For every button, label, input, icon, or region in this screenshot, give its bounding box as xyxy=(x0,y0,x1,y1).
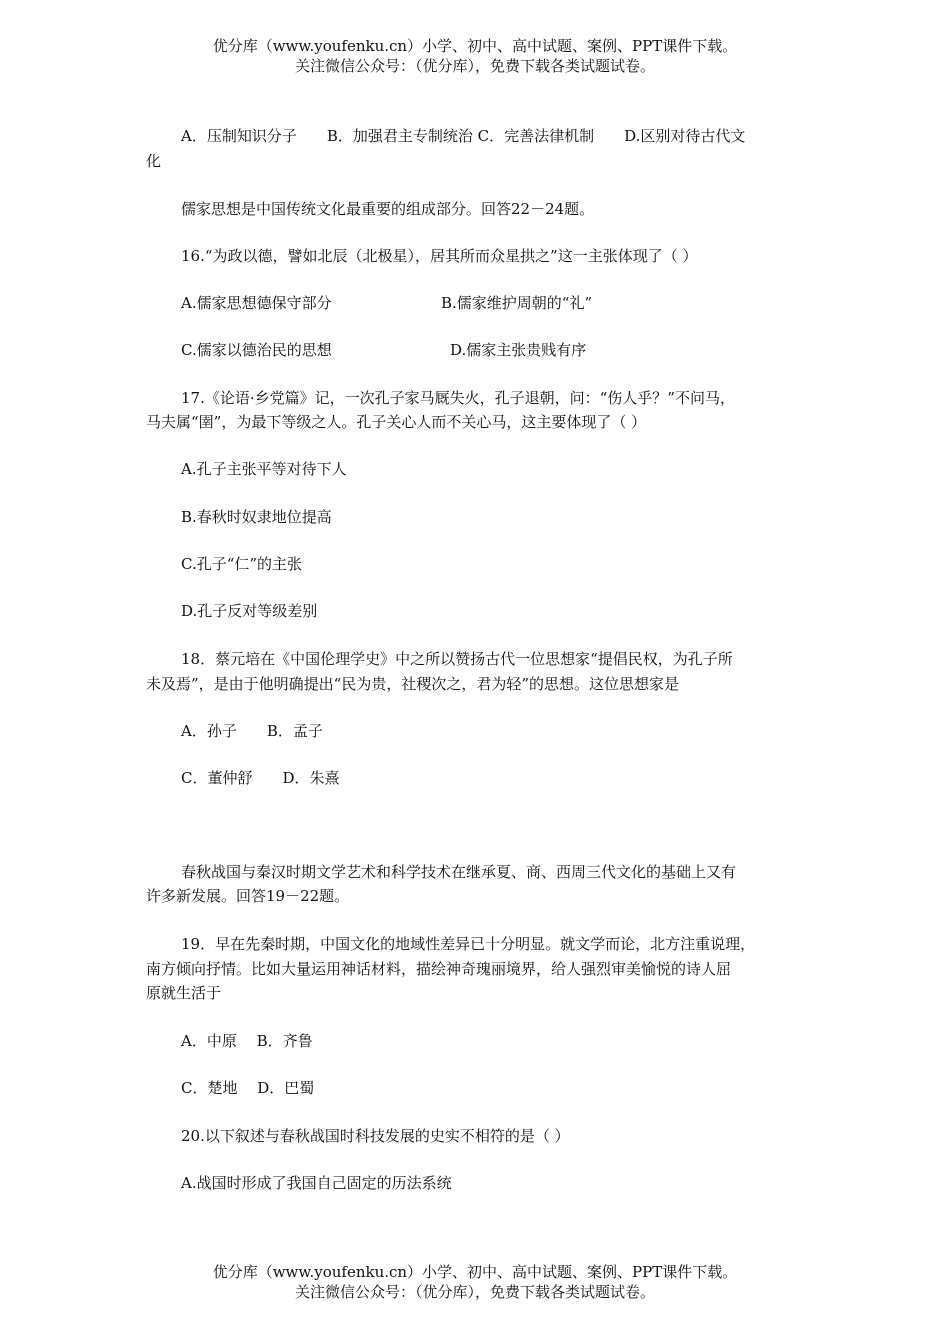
q18-options-ab: A．孙子 B．孟子 xyxy=(181,722,323,740)
page-footer xyxy=(0,1262,950,1302)
footer-line-2: 关注微信公众号：（优分库），免费下载各类试题试卷。 xyxy=(294,1283,655,1301)
q20-option-a: A.战国时形成了我国自己固定的历法系统 xyxy=(181,1174,452,1192)
q18-stem-line-1: 18．蔡元培在《中国伦理学史》中之所以赞扬古代一位思想家“提倡民权，为孔子所 xyxy=(181,650,733,668)
header-line-2: 关注微信公众号：（优分库），免费下载各类试题试卷。 xyxy=(294,57,655,75)
q19-options-ab: A．中原 B．齐鲁 xyxy=(181,1032,313,1050)
intro-22-24: 儒家思想是中国传统文化最重要的组成部分。回答22－24题。 xyxy=(181,200,595,218)
q15-options-line-1: A．压制知识分子 B．加强君主专制统治 C．完善法律机制 D.区别对待古代文 xyxy=(181,127,746,145)
q19-stem-line-2: 南方倾向抒情。比如大量运用神话材料，描绘神奇瑰丽境界，给人强烈审美愉悦的诗人屈 xyxy=(146,960,732,978)
q15-options-line-2: 化 xyxy=(146,152,162,170)
q16-option-a: A.儒家思想德保守部分 xyxy=(181,294,332,312)
q16-option-b: B.儒家维护周朝的“礼” xyxy=(441,294,593,312)
q18-options-cd: C．董仲舒 D．朱熹 xyxy=(181,769,340,787)
q16-stem: 16.“为政以德，譬如北辰（北极星），居其所而众星拱之”这一主张体现了（ ） xyxy=(181,247,698,265)
q19-stem-line-3: 原就生活于 xyxy=(146,984,222,1002)
q19-options-cd: C．楚地 D．巴蜀 xyxy=(181,1079,315,1097)
page-header xyxy=(0,36,950,76)
q17-option-c: C.孔子“仁”的主张 xyxy=(181,555,303,573)
intro-19-22-line-1: 春秋战国与秦汉时期文学艺术和科学技术在继承夏、商、西周三代文化的基础上又有 xyxy=(181,863,737,881)
q17-stem-line-1: 17.《论语·乡党篇》记，一次孔子家马厩失火，孔子退朝，问：“伤人乎？”不问马， xyxy=(181,389,735,407)
q19-stem-line-1: 19．早在先秦时期，中国文化的地域性差异已十分明显。就文学而论，北方注重说理， xyxy=(181,935,756,953)
q17-option-a: A.孔子主张平等对待下人 xyxy=(181,460,347,478)
header-line-1: 优分库（www.youfenku.cn）小学、初中、高中试题、案例、PPT课件下载。 xyxy=(212,37,738,55)
q17-stem-line-2: 马夫属“圉”，为最下等级之人。孔子关心人而不关心马，这主要体现了（ ） xyxy=(146,413,647,431)
footer-line-1: 优分库（www.youfenku.cn）小学、初中、高中试题、案例、PPT课件下载。 xyxy=(212,1263,738,1281)
q16-option-d: D.儒家主张贵贱有序 xyxy=(450,341,587,359)
q17-option-d: D.孔子反对等级差别 xyxy=(181,602,318,620)
intro-19-22-line-2: 许多新发展。回答19－22题。 xyxy=(146,887,350,905)
q16-option-c: C.儒家以德治民的思想 xyxy=(181,341,332,359)
q20-stem: 20.以下叙述与春秋战国时科技发展的史实不相符的是（ ） xyxy=(181,1127,570,1145)
q18-stem-line-2: 未及焉”，是由于他明确提出“民为贵，社稷次之，君为轻”的思想。这位思想家是 xyxy=(146,675,680,693)
q17-option-b: B.春秋时奴隶地位提高 xyxy=(181,508,332,526)
